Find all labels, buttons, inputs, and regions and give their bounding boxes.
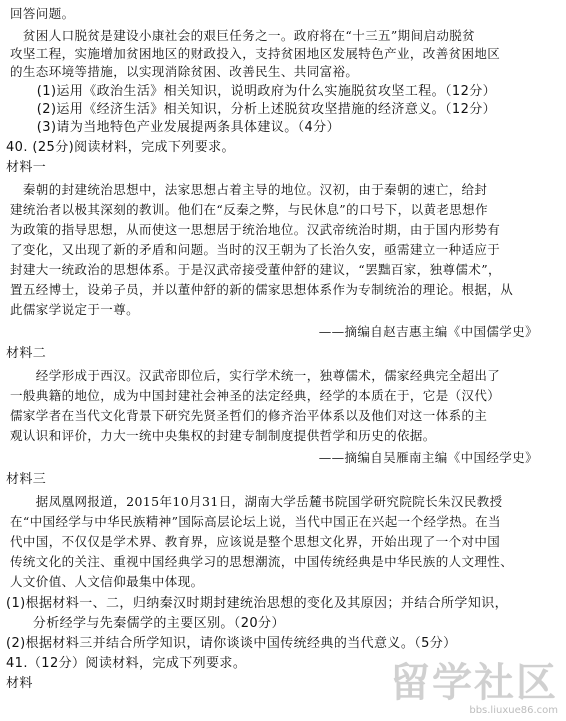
passage-line: 代中国，不仅仅是学术界、教育界，应该说是整个思想文化界，开始出现了一个对中国 [10, 534, 501, 549]
passage-line: 秦朝的封建统治思想中，法家思想占着主导的地位。汉初，由于秦朝的速亡，给封 [10, 182, 488, 197]
question-heading: 40. (25分)阅读材料，完成下列要求。 [6, 140, 235, 155]
material-heading: 材料 [6, 676, 33, 691]
passage-line: 的生态环境等措施，以实现消除贫困、改善民生、共同富裕。 [10, 64, 359, 79]
passage-line: 建统治者以极其深刻的教训。他们在“反秦之弊，与民休息”的口号下，以黄老思想作 [10, 202, 488, 217]
passage-line: 了变化，又出现了新的矛盾和问题。当时的汉王朝为了长治久安，亟需建立一种适应于 [10, 242, 501, 257]
passage-line: 此儒家学说定于一尊。 [10, 302, 140, 317]
source-citation: ——摘编自赵吉惠主编《中国儒学史》 [318, 324, 538, 339]
passage-line: 置五经博士，设弟子员，并以董仲舒的新的儒家思想体系作为专制统治的理论。根据，从 [10, 282, 514, 297]
passage-line: 攻坚工程，实施增加贫困地区的财政投入，支持贫困地区发展特色产业，改善贫困地区 [10, 46, 501, 61]
question-item: (1)运用《政治生活》相关知识，说明政府为什么实施脱贫攻坚工程。（12分） [10, 84, 497, 99]
question-item: (1)根据材料一、二，归纳秦汉时期封建统治思想的变化及其原因；并结合所学知识， [6, 596, 509, 611]
passage-line: 一般典籍的地位，成为中国封建社会神圣的法定经典，经学的本质在于，它是（汉代） [10, 388, 501, 403]
question-heading: 41.（12分）阅读材料，完成下列要求。 [6, 656, 247, 671]
source-citation: ——摘编自吴雁南主编《中国经学史》 [318, 450, 538, 465]
passage-line: 封建大一统政治的思想体系。于是汉武帝接受董仲舒的建议，“罢黜百家，独尊儒术”， [10, 262, 501, 277]
question-item: (3)请为当地特色产业发展提两条具体建议。（4分） [10, 120, 340, 135]
passage-line: 据凤凰网报道，2015年10月31日，湖南大学岳麓书院国学研究院院长朱汉民教授 [10, 494, 503, 509]
question-item: (2)根据材料三并结合所学知识，请你谈谈中国传统经典的当代意义。（5分） [6, 636, 457, 651]
material-heading: 材料二 [6, 346, 47, 361]
watermark-brand: 留学社区 [390, 660, 558, 706]
intro-line: 回答问题。 [10, 6, 75, 21]
passage-line: 为政策的指导思想，从而使这一思想居于统治地位。汉武帝统治时期，由于国内形势有 [10, 222, 501, 237]
passage-line: 观认识和评价，力大一统中央集权的封建专制制度提供哲学和历史的依据。 [10, 428, 436, 443]
passage-line: 人文价值、人文信仰最集中体现。 [10, 574, 204, 589]
passage-line: 经学形成于西汉。汉武帝即位后，实行学术统一，独尊儒术，儒家经典完全超出了 [10, 368, 501, 383]
passage-line: 传统文化的关注、重视中国经典学习的思想潮流，中国传统经典是中华民族的人文理性、 [10, 554, 514, 569]
question-item: (2)运用《经济生活》相关知识，分析上述脱贫攻坚措施的经济意义。（12分） [10, 102, 497, 117]
passage-line: 在“中国经学与中华民族精神”国际高层论坛上说，当代中国正在兴起一个经学热。在当 [10, 514, 501, 529]
watermark-logo [390, 661, 558, 717]
question-item: 分析经学与先秦儒学的主要区别。（20分） [6, 616, 285, 631]
material-heading: 材料三 [6, 472, 47, 487]
passage-line: 儒家学者在当代文化背景下研究先贤圣哲们的修齐治平体系以及他们对这一体系的主 [10, 408, 488, 423]
material-heading: 材料一 [6, 160, 47, 175]
passage-line: 贫困人口脱贫是建设小康社会的艰巨任务之一。政府将在“十三五”期间启动脱贫 [10, 28, 476, 43]
watermark-url: bbs.liuxue86.com [469, 705, 558, 716]
